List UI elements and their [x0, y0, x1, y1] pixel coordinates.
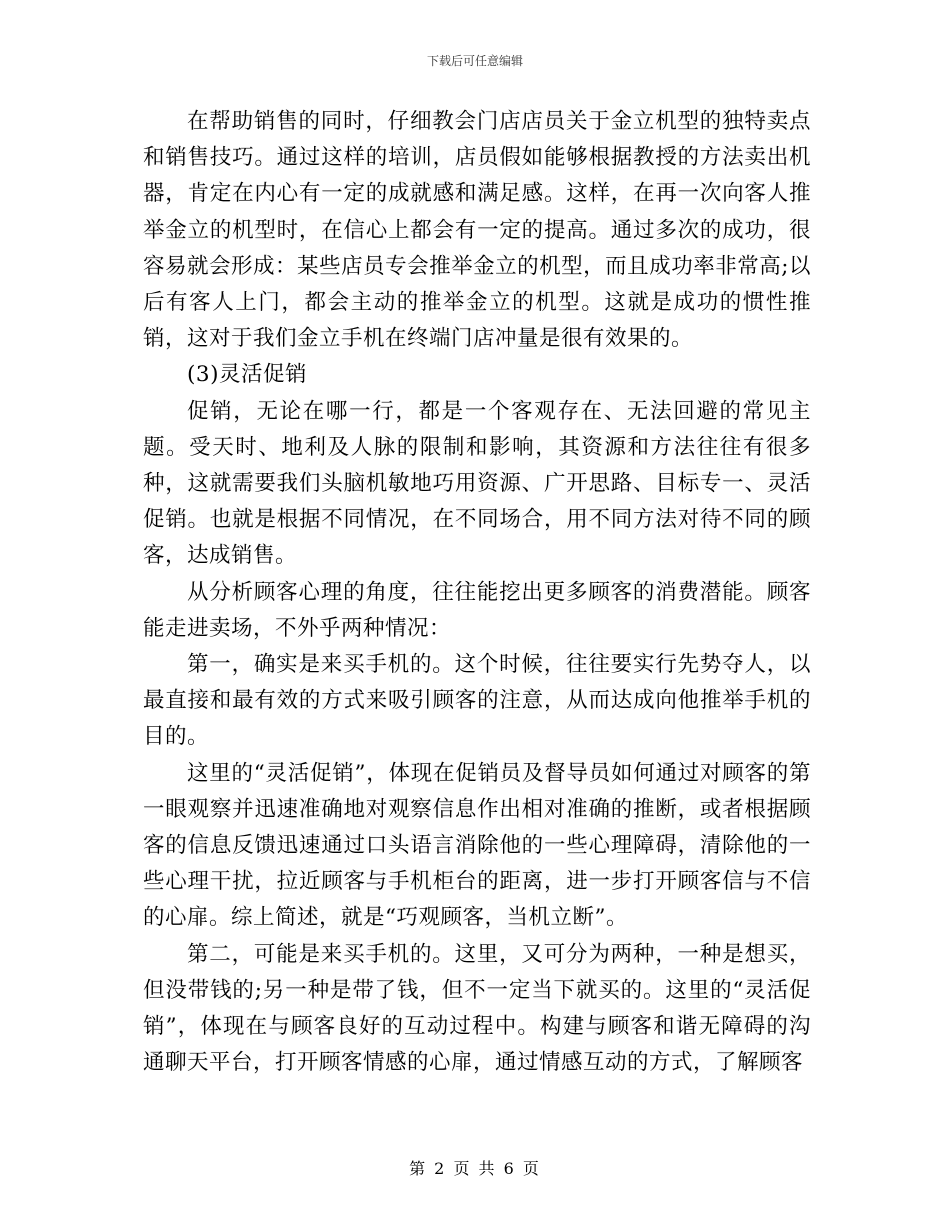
page-number: 第 2 页 共 6 页	[409, 1159, 541, 1178]
paragraph: 从分析顾客心理的角度，往往能挖出更多顾客的消费潜能。顾客能走进卖场，不外乎两种情况：	[143, 579, 811, 641]
section-heading: (3)灵活促销	[187, 362, 307, 388]
paragraph: 第二，可能是来买手机的。这里，又可分为两种，一种是想买，但没带钱的;另一种是带了钱，但不一定当下就买的。这里的“灵活促销”，体现在与顾客良好的互动过程中。构建与顾客和谐无障碍的沟通聊天平台，打开顾客情感的心扉，通过情感互动的方式，了解顾客	[143, 941, 811, 1076]
document-body	[143, 104, 811, 1081]
paragraph: 在帮助销售的同时，仔细教会门店店员关于金立机型的独特卖点和销售技巧。通过这样的培训，店员假如能够根据教授的方法卖出机器，肯定在内心有一定的成就感和满足感。这样，在再一次向客人推举金立的机型时，在信心上都会有一定的提高。通过多次的成功，很容易就会形成：某些店员专会推举金立的机型，而且成功率非常高;以后有客人上门，都会主动的推举金立的机型。这就是成功的惯性推销，这对于我们金立手机在终端门店冲量是很有效果的。	[143, 109, 811, 352]
paragraph: 促销，无论在哪一行，都是一个客观存在、无法回避的常见主题。受天时、地利及人脉的限制和影响，其资源和方法往往有很多种，这就需要我们头脑机敏地巧用资源、广开思路、目标专一、灵活促销。也就是根据不同情况，在不同场合，用不同方法对待不同的顾客，达成销售。	[143, 398, 811, 569]
page-header: 下载后可任意编辑	[426, 54, 523, 68]
paragraph: 这里的“灵活促销”，体现在促销员及督导员如何通过对顾客的第一眼观察并迅速准确地对观察信息作出相对准确的推断，或者根据顾客的信息反馈迅速通过口头语言消除他的一些心理障碍，清除他的一些心理干扰，拉近顾客与手机柜台的距离，进一步打开顾客信与不信的心扉。综上简述，就是“巧观顾客，当机立断”。	[143, 760, 811, 931]
paragraph: 第一，确实是来买手机的。这个时候，往往要实行先势夺人，以最直接和最有效的方式来吸引顾客的注意，从而达成向他推举手机的目的。	[143, 652, 811, 750]
